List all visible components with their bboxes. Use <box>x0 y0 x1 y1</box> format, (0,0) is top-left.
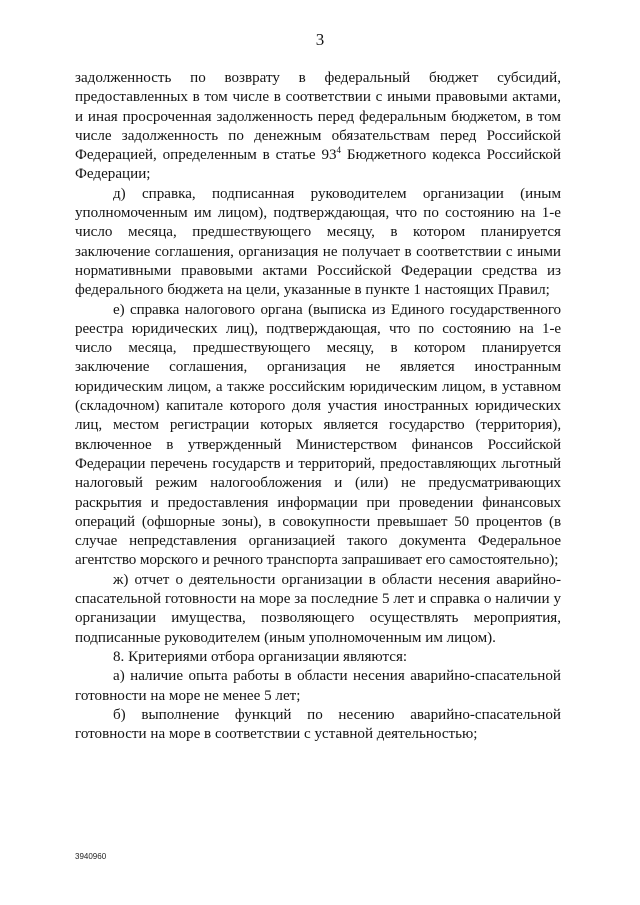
paragraph-text: Бюджетного кодекса Российской Федерации; <box>75 147 561 183</box>
paragraph-item-b: б) выполнение функций по несению аварийно-спасательной готовности на море в соответствии с уставной деятельностью; <box>75 706 561 743</box>
document-body <box>75 69 561 744</box>
superscript-index: 4 <box>336 145 342 156</box>
paragraph-item-a: а) наличие опыта работы в области несения аварийно-спасательной готовности на море не менее 5 лет; <box>75 668 561 704</box>
paragraph-text: задолженность по возврату в федеральный бюджет субсидий, предоставленных в том числе в соответствии с иными правовыми актами, и иная просроченная задолженность перед федеральным бюджетом, в том числе задолженность по денежным обязательствам перед Российской Федерацией, определенным в статье 93 <box>75 70 561 164</box>
paragraph-item-zh: ж) отчет о деятельности организации в области несения аварийно-спасательной готовности на море за последние 5 лет и справка о наличии у организации имущества, позволяющего осуществлять мероприятия, подписанные руководителем (иным уполномоченным им лицом). <box>75 571 561 646</box>
page-number: 3 <box>315 30 325 49</box>
paragraph-debt-continued <box>75 69 561 185</box>
document-code: 3940960 <box>75 852 107 861</box>
paragraph-item-8: 8. Критериями отбора организации являются: <box>113 648 408 665</box>
paragraph-item-e: е) справка налогового органа (выписка из Единого государственного реестра юридических лиц), подтверждающая, что по состоянию на 1-е число месяца, предшествующего месяцу, в котором планируется заключение соглашения, организация не является иностранным юридическим лицом, а также российским юридическим лицом, в уставном (складочном) капитале которого доля участия иностранных юридических лиц, местом регистрации которых является государство (территория), включенное в утвержденный Министерством финансов Российской Федерации перечень государств и территорий, предоставляющих льготный налоговый режим налогообложения и (или) не предусматривающих раскрытия и предоставления информации при проведении финансовых операций (офшорные зоны), в совокупности превышает 50 процентов (в случае непредставления организацией такого документа Федеральное агентство морского и речного транспорта запрашивает его самостоятельно); <box>75 301 561 569</box>
paragraph-item-d: д) справка, подписанная руководителем организации (иным уполномоченным им лицом), подтверждающая, что по состоянию на 1-е число месяца, предшествующего месяцу, в котором планируется заключение соглашения, организация не получает в соответствии с иными нормативными правовыми актами Российской Федерации средства из федерального бюджета на цели, указанные в пункте 1 настоящих Правил; <box>75 185 561 299</box>
